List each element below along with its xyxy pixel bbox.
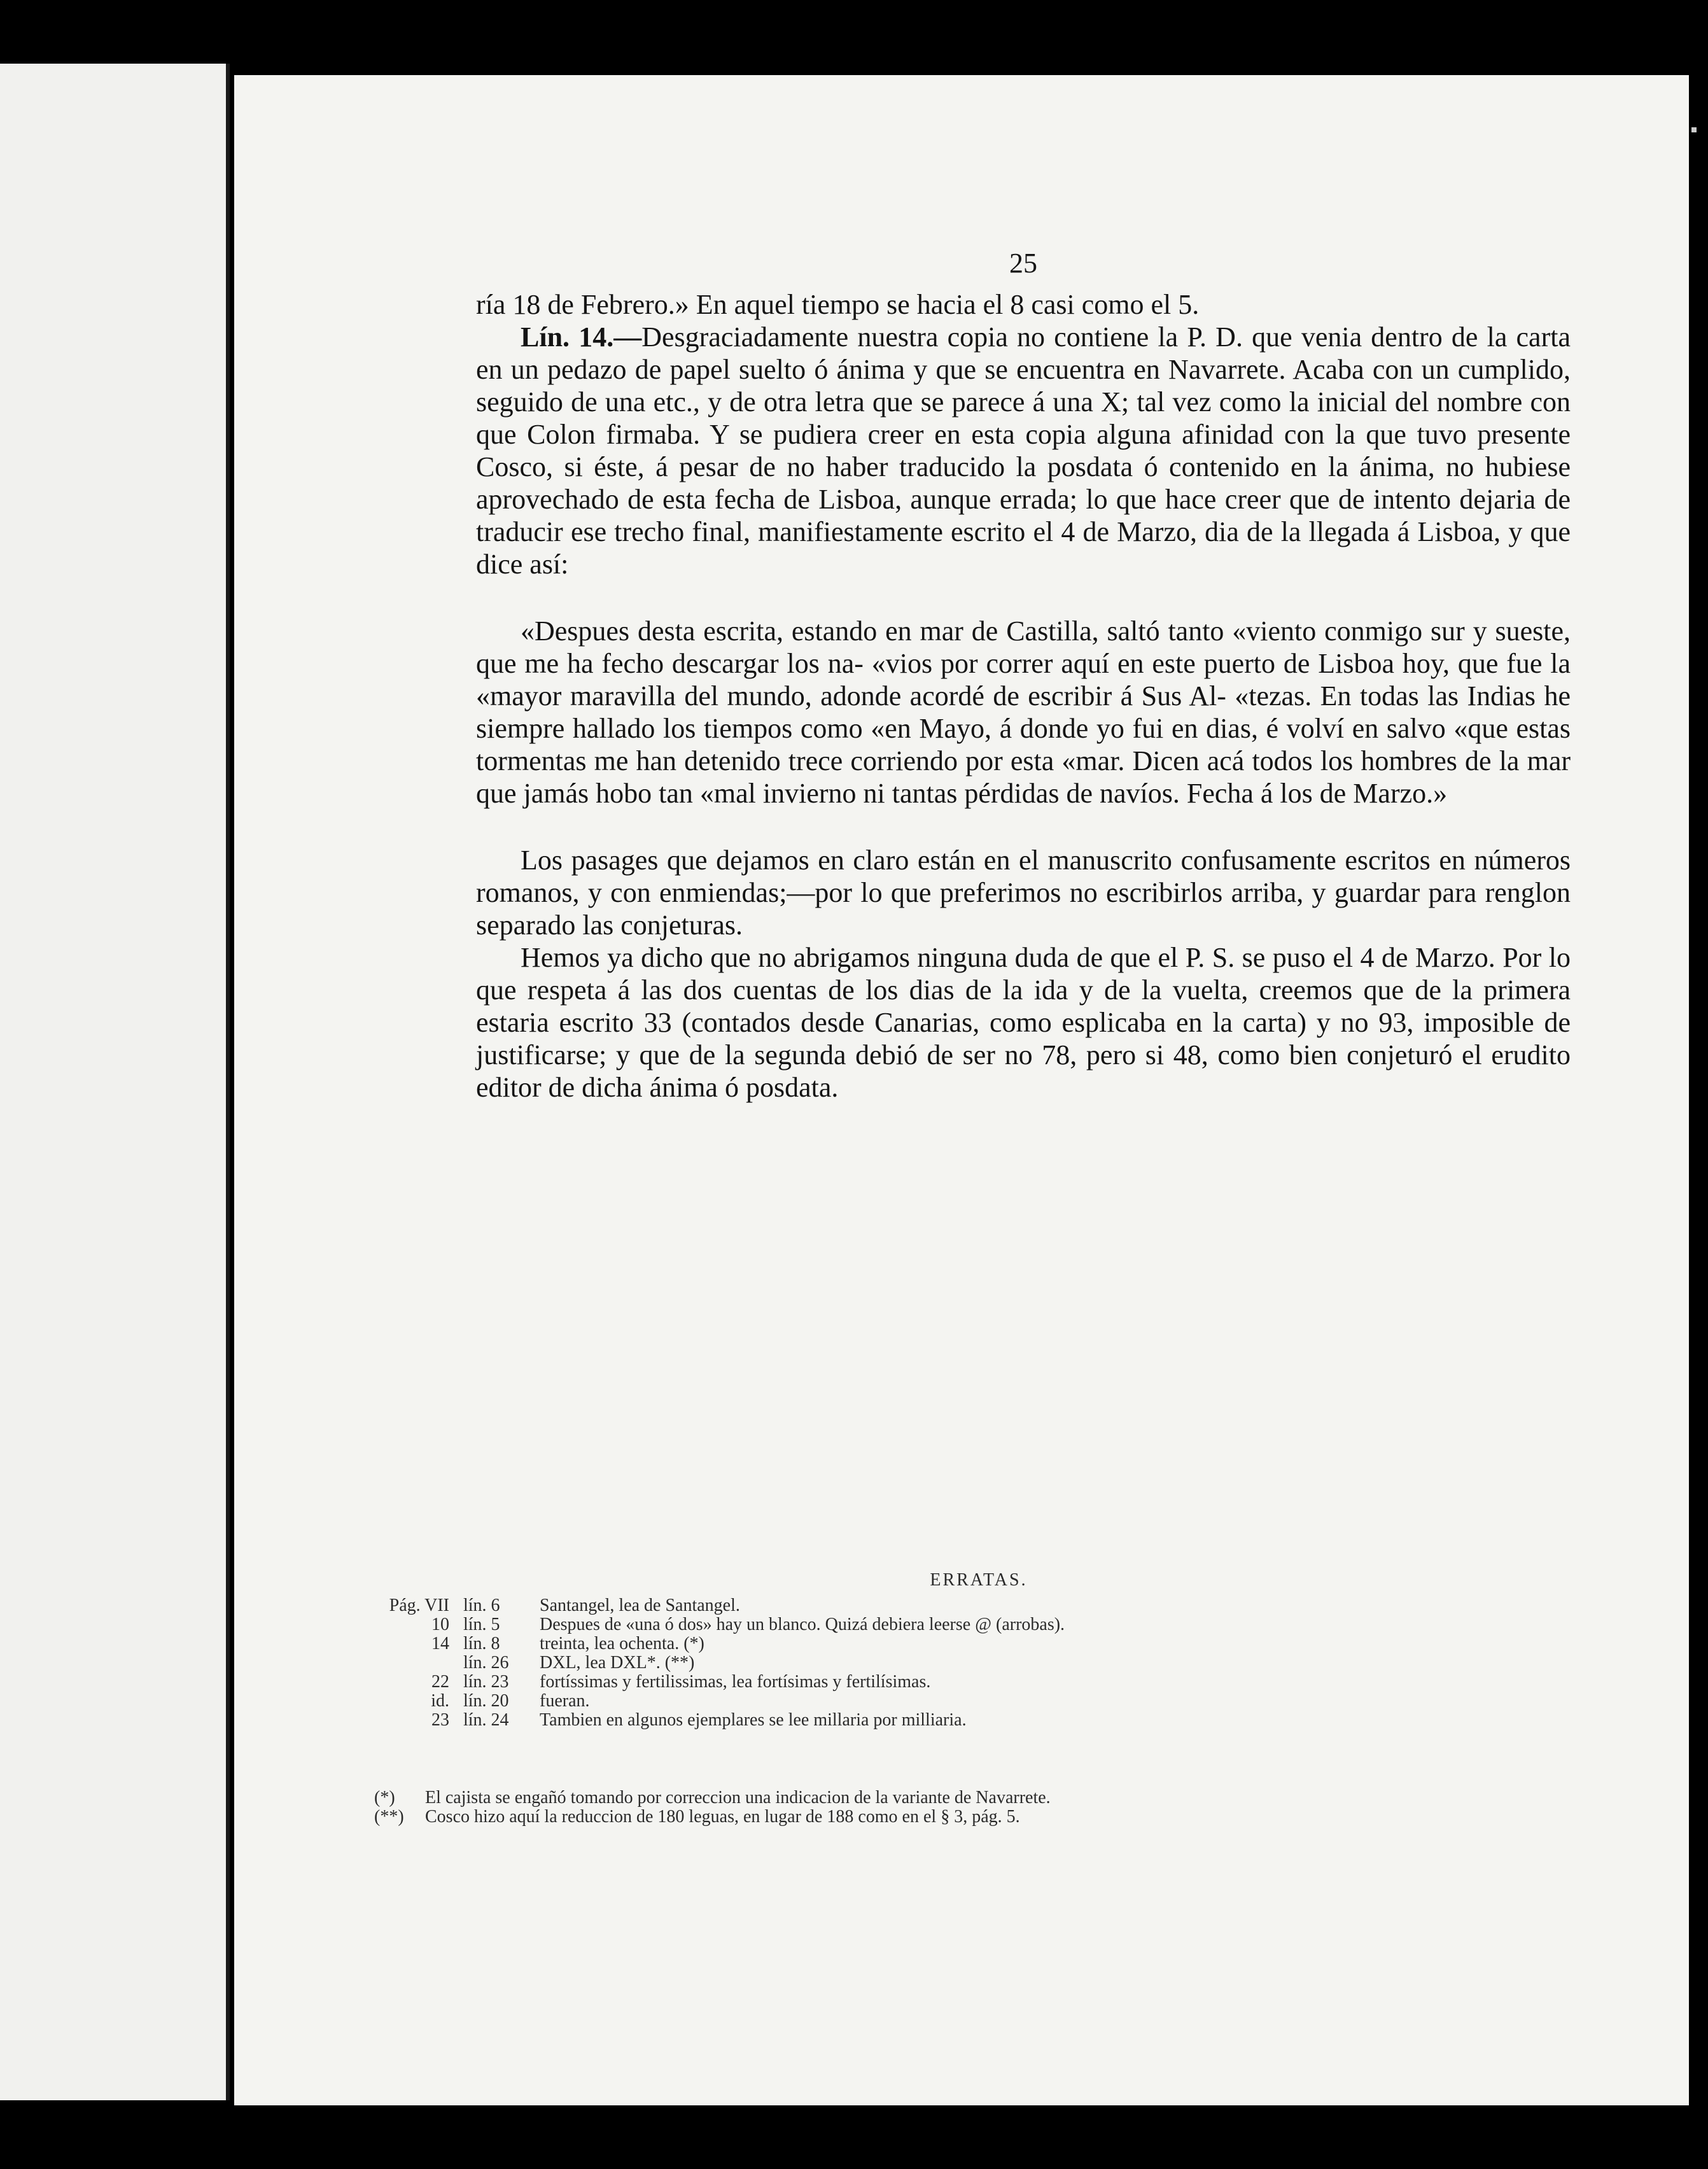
errata-line: lín. 24 <box>463 1710 509 1730</box>
errata-page: 23 <box>431 1710 449 1730</box>
scan-mark <box>1691 127 1697 132</box>
errata-row <box>374 1692 1583 1711</box>
footnote <box>374 1788 1583 1808</box>
footnote-text: El cajista se engañó tomando por correccion una indicacion de la variante de Navarrete. <box>425 1788 1051 1808</box>
paragraph-5: Hemos ya dicho que no abrigamos ninguna duda de que el P. S. se puso el 4 de Marzo. Por lo que respeta á las dos cuentas de los dias de la ida y de la vuelta, creemos que de la primera estaria escrito 33 (contados desde Canarias, como esplicaba en la carta) y no 93, imposible de justificarse; y que de la segunda debió de ser no 78, pero si 48, como bien conjeturó el erudito editor de dicha ánima ó posdata. <box>476 942 1571 1103</box>
errata-line: lín. 6 <box>463 1596 500 1615</box>
errata-page: 14 <box>431 1634 449 1653</box>
footnote-mark: (**) <box>374 1807 404 1827</box>
errata-row <box>374 1634 1583 1653</box>
paragraph-1: ría 18 de Febrero.» En aquel tiempo se hacia el 8 casi como el 5. <box>476 289 1200 320</box>
main-text <box>476 247 1571 1104</box>
footnote-text: Cosco hizo aquí la reduccion de 180 leguas, en lugar de 188 como en el § 3, pág. 5. <box>425 1807 1020 1827</box>
errata-correction: Tambien en algunos ejemplares se lee millaria por milliaria. <box>540 1710 967 1730</box>
errata-page: Pág. VII <box>389 1596 449 1615</box>
errata-title: ERRATAS. <box>930 1570 1028 1590</box>
errata-page: 22 <box>431 1672 449 1692</box>
errata-line: lín. 20 <box>463 1691 509 1711</box>
quote-paragraph: «Despues desta escrita, estando en mar de Castilla, saltó tanto «viento conmigo sur y sueste, que me ha fecho descargar los na- «vios por correr aquí en este puerto de Lisboa hoy, que fue la «mayor maravilla del mundo, adonde acordé de escribir á Sus Al- «tezas. En todas las Indias he siempre hallado los tiempos como «en Mayo, á donde yo fui en dias, é volví en salvo «que estas tormentas me han detenido trece corriendo por esta «mar. Dicen acá todos los hombres de la mar que jamás hobo tan «mal invierno ni tantas pérdidas de navíos. Fecha á los de Marzo.» <box>476 615 1571 809</box>
paragraph-2 <box>476 321 1571 580</box>
errata-row <box>374 1673 1583 1692</box>
paragraph-4: Los pasages que dejamos en claro están en el manuscrito confusamente escritos en números romanos, y con enmiendas;—por lo que preferimos no escribirlos arriba, y guardar para renglon separado las conjeturas. <box>476 845 1571 941</box>
errata-line: lín. 26 <box>463 1653 509 1673</box>
errata-section <box>374 1571 1583 1730</box>
errata-correction: Santangel, lea de Santangel. <box>540 1596 740 1615</box>
page-number: 25 <box>1009 248 1037 279</box>
footnote-mark: (*) <box>374 1788 395 1808</box>
errata-correction: fortíssimas y fertilissimas, lea fortísimas y fertilísimas. <box>540 1672 931 1692</box>
errata-correction: DXL, lea DXL*. (**) <box>540 1653 695 1673</box>
errata-line: lín. 23 <box>463 1672 509 1692</box>
errata-list <box>374 1596 1583 1730</box>
errata-correction: Despues de «una ó dos» hay un blanco. Quizá debiera leerse @ (arrobas). <box>540 1615 1065 1634</box>
errata-line: lín. 5 <box>463 1615 500 1634</box>
errata-correction: fueran. <box>540 1691 590 1711</box>
errata-page <box>374 1653 463 1673</box>
errata-row <box>374 1596 1583 1615</box>
footnote <box>374 1808 1583 1827</box>
errata-line: lín. 8 <box>463 1634 500 1653</box>
paragraph-2-body: Desgraciadamente nuestra copia no contiene la P. D. que venia dentro de la carta en un pedazo de papel suelto ó ánima y que se encuentra en Navarrete. Acaba con un cumplido, seguido de una etc., y de otra letra que se parece á una X; tal vez como la inicial del nombre con que Colon firmaba. Y se pudiera creer en esta copia alguna afinidad con la que tuvo presente Cosco, si éste, á pesar de no haber traducido la posdata ó contenido en la ánima, no hubiese aprovechado de esta fecha de Lisboa, aunque errada; lo que hace creer que de intento dejaria de traducir ese trecho final, manifiestamente escrito el 4 de Marzo, dia de la llegada á Lisboa, y que dice así: <box>476 321 1571 580</box>
errata-page: 10 <box>431 1615 449 1634</box>
paragraph-2-lead: Lín. 14.— <box>521 321 642 353</box>
errata-row <box>374 1653 1583 1673</box>
errata-correction: treinta, lea ochenta. (*) <box>540 1634 704 1653</box>
left-page-edge <box>0 64 230 2100</box>
footnotes <box>374 1788 1583 1827</box>
errata-row <box>374 1615 1583 1634</box>
errata-row <box>374 1711 1583 1730</box>
footnote-list <box>374 1788 1583 1827</box>
errata-page: id. <box>431 1691 449 1711</box>
book-page <box>234 75 1689 2105</box>
